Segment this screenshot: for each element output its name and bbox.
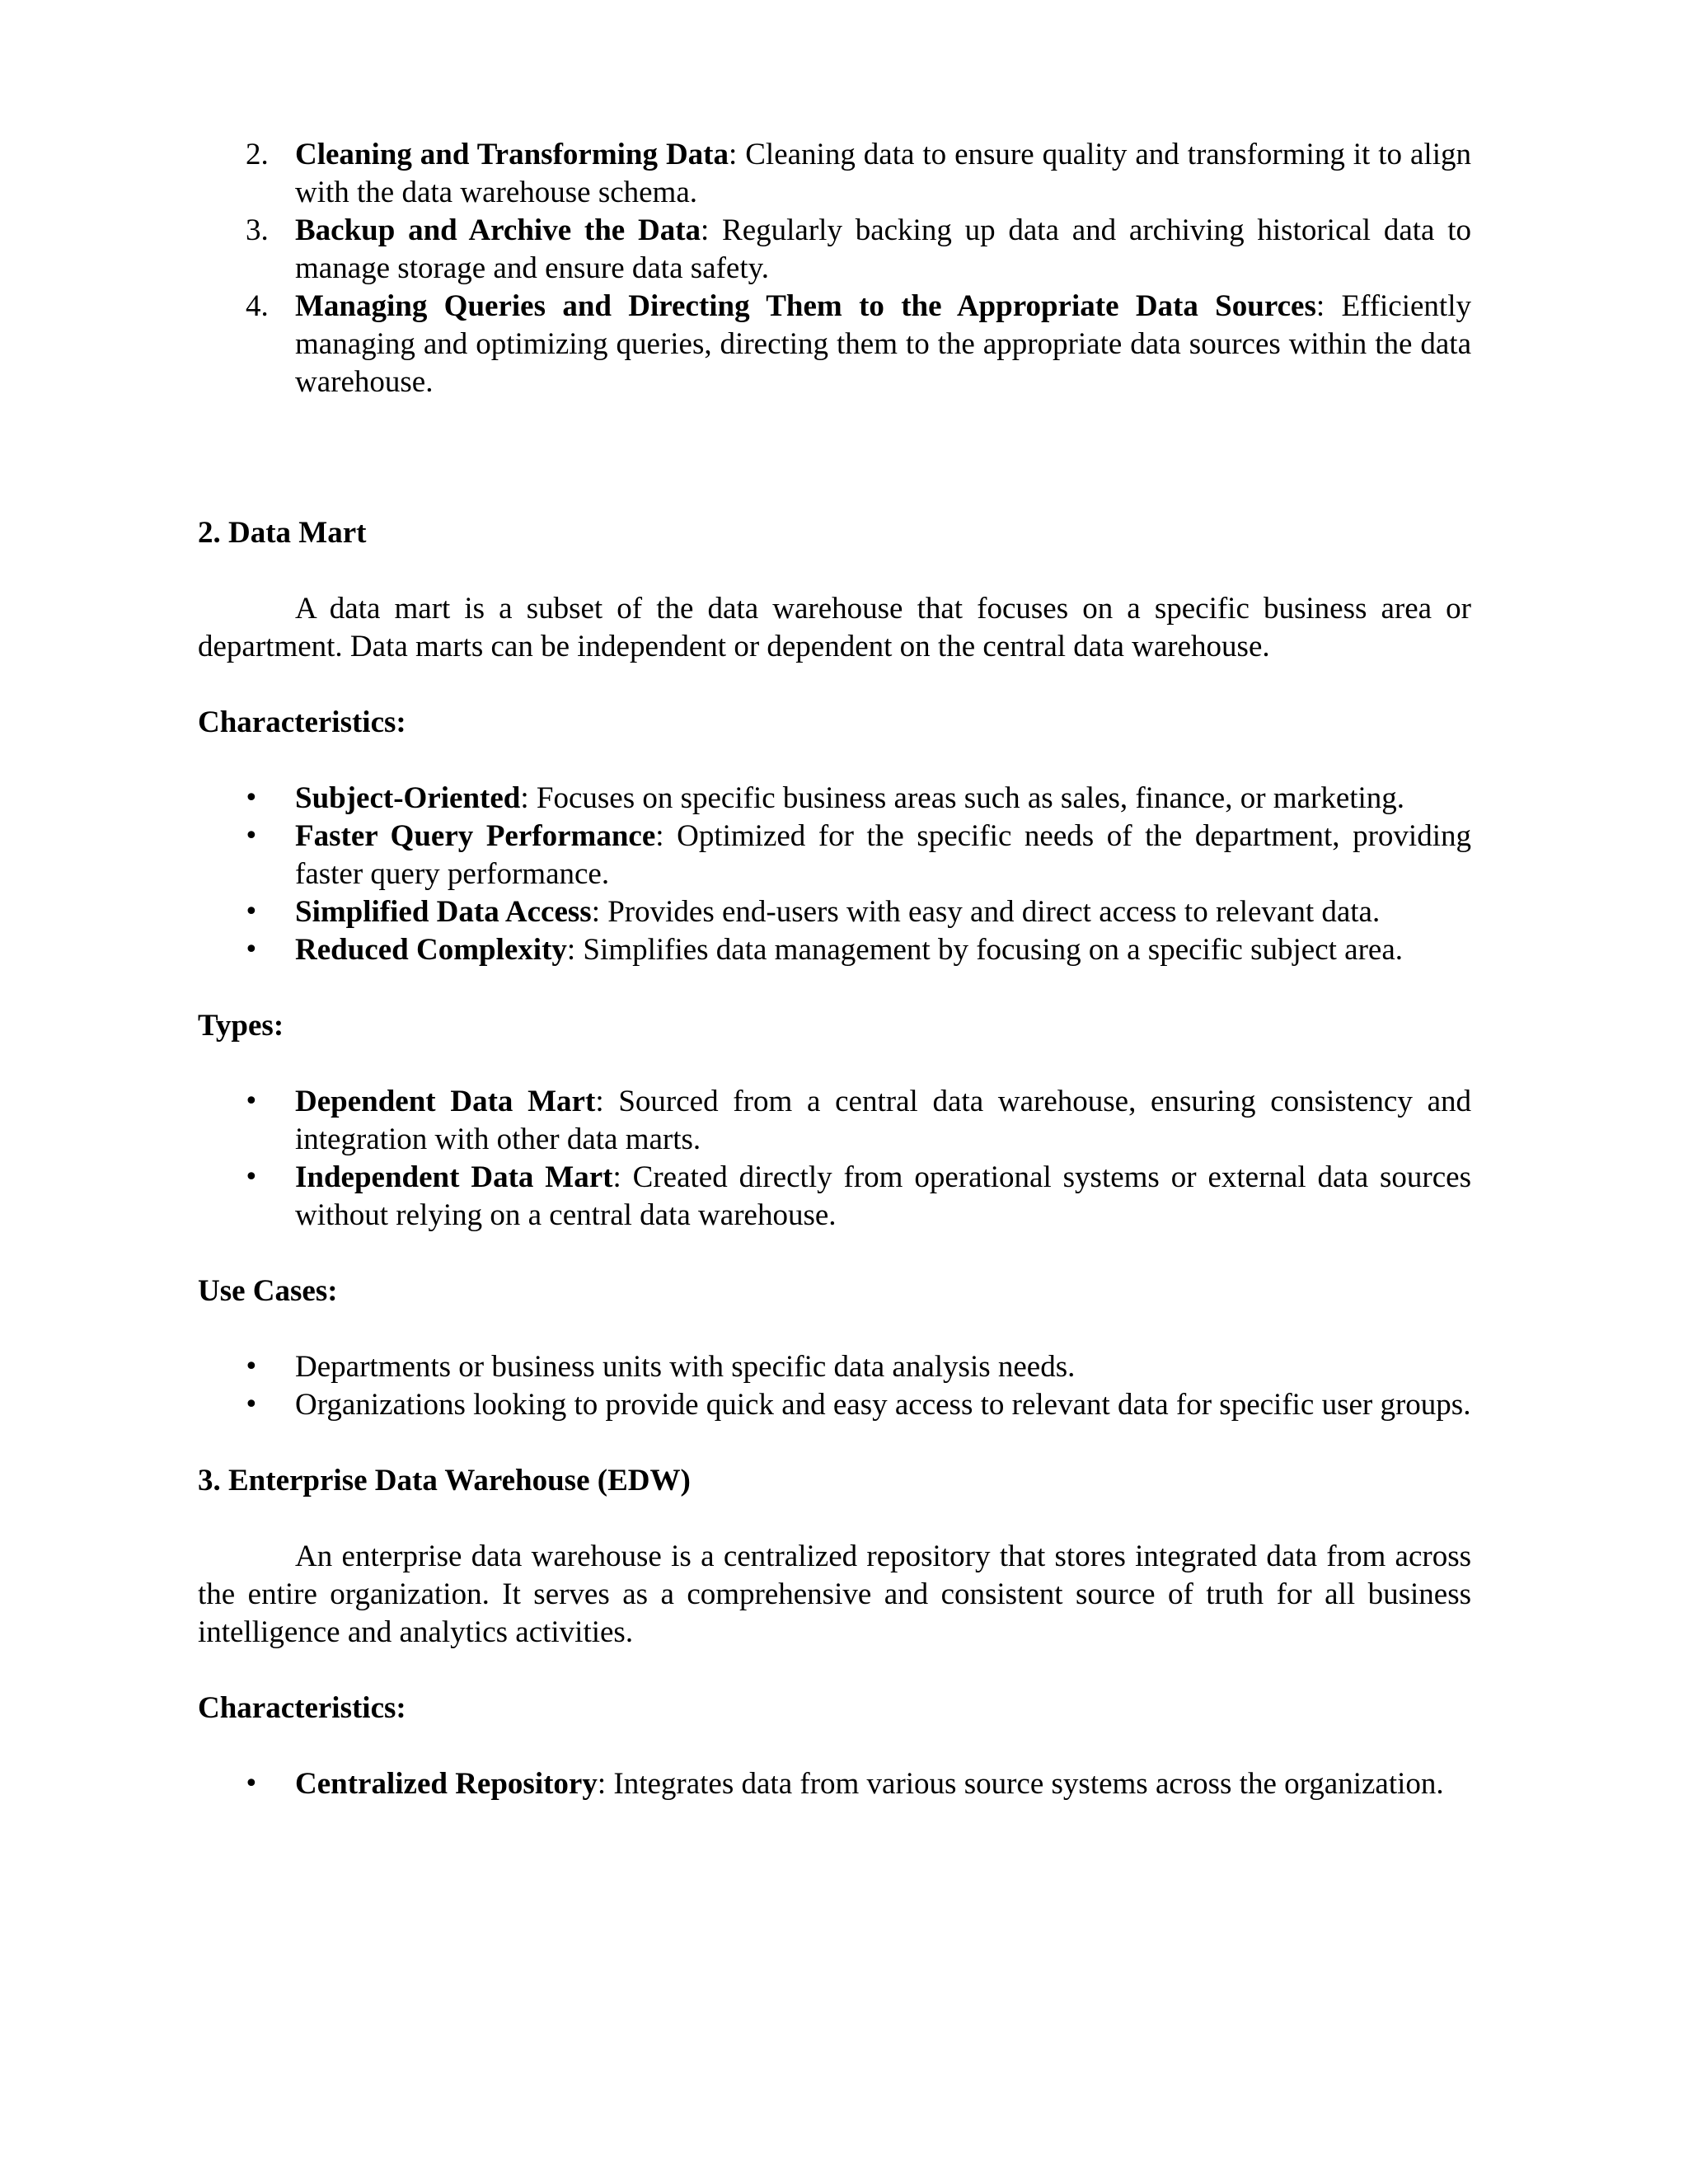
list-item	[198, 818, 1471, 893]
edw-characteristics-list	[198, 1765, 1471, 1803]
list-text: : Provides end-users with easy and direct access to relevant data.	[591, 895, 1381, 929]
section-heading-data-mart: 2. Data Mart	[198, 516, 367, 550]
list-item	[198, 1159, 1471, 1235]
list-item	[198, 893, 1471, 931]
list-term: Dependent Data Mart	[295, 1085, 596, 1118]
list-term: Managing Queries and Directing Them to the Appropriate Data Sources	[295, 289, 1316, 323]
data-mart-use-cases-list	[198, 1348, 1471, 1424]
bullet-icon: •	[244, 1352, 259, 1381]
list-text: Departments or business units with specific data analysis needs.	[295, 1350, 1076, 1384]
list-text: : Optimized for the specific needs of the department, providing faster query performance.	[295, 819, 1471, 891]
document-page	[198, 136, 1471, 1803]
list-term: Backup and Archive the Data	[295, 213, 701, 247]
list-term: Independent Data Mart	[295, 1160, 613, 1194]
list-term: Simplified Data Access	[295, 895, 592, 929]
list-text: Organizations looking to provide quick and easy access to relevant data for specific user groups.	[295, 1388, 1471, 1422]
bullet-icon: •	[244, 784, 259, 813]
list-item	[198, 780, 1471, 818]
list-item	[198, 212, 1471, 288]
list-term: Subject-Oriented	[295, 781, 521, 815]
list-text: : Efficiently managing and optimizing queries, directing them to the appropriate data sources within the data warehouse.	[295, 289, 1471, 399]
bullet-icon: •	[244, 1163, 259, 1192]
bullet-icon: •	[244, 898, 259, 926]
list-term: Reduced Complexity	[295, 933, 567, 967]
section-heading-edw: 3. Enterprise Data Warehouse (EDW)	[198, 1464, 691, 1497]
bullet-icon: •	[244, 1087, 259, 1116]
subheading-characteristics: Characteristics:	[198, 705, 406, 739]
bullet-icon: •	[244, 1390, 259, 1419]
list-text: : Simplifies data management by focusing on a specific subject area.	[566, 933, 1403, 967]
subheading-characteristics: Characteristics:	[198, 1691, 406, 1725]
list-item	[198, 136, 1471, 212]
data-mart-characteristics-list	[198, 780, 1471, 969]
list-text: : Created directly from operational systems or external data sources without relying on a central data warehouse.	[295, 1160, 1471, 1232]
list-item	[198, 1386, 1471, 1424]
list-item	[198, 1765, 1471, 1803]
list-text: : Sourced from a central data warehouse, ensuring consistency and integration with other data marts.	[295, 1085, 1472, 1156]
list-number: 2.	[246, 138, 269, 171]
list-text: : Regularly backing up data and archiving historical data to manage storage and ensure data safety.	[295, 213, 1471, 285]
bullet-icon: •	[244, 1769, 259, 1798]
list-term: Cleaning and Transforming Data	[295, 138, 729, 171]
list-text: : Focuses on specific business areas such as sales, finance, or marketing.	[520, 781, 1405, 815]
subheading-use-cases: Use Cases:	[198, 1274, 338, 1308]
list-item	[198, 931, 1471, 969]
top-numbered-list	[198, 136, 1471, 401]
list-number: 4.	[246, 289, 269, 323]
subheading-types: Types:	[198, 1009, 284, 1043]
list-item	[198, 1083, 1471, 1159]
list-number: 3.	[246, 213, 269, 247]
bullet-icon: •	[244, 822, 259, 851]
bullet-icon: •	[244, 935, 259, 964]
list-item	[198, 1348, 1471, 1386]
data-mart-types-list	[198, 1083, 1471, 1235]
edw-intro: An enterprise data warehouse is a centralized repository that stores integrated data from across the entire organization. It serves as a comprehensive and consistent source of truth for all business intelligence and analytics activities.	[198, 1540, 1471, 1649]
list-term: Faster Query Performance	[295, 819, 656, 853]
data-mart-intro: A data mart is a subset of the data warehouse that focuses on a specific business area or department. Data marts can be independent or dependent on the central data warehouse.	[198, 592, 1471, 663]
list-text: : Cleaning data to ensure quality and transforming it to align with the data warehouse schema.	[295, 138, 1471, 209]
list-item	[198, 288, 1471, 401]
list-term: Centralized Repository	[295, 1767, 598, 1801]
list-text: : Integrates data from various source systems across the organization.	[597, 1767, 1444, 1801]
